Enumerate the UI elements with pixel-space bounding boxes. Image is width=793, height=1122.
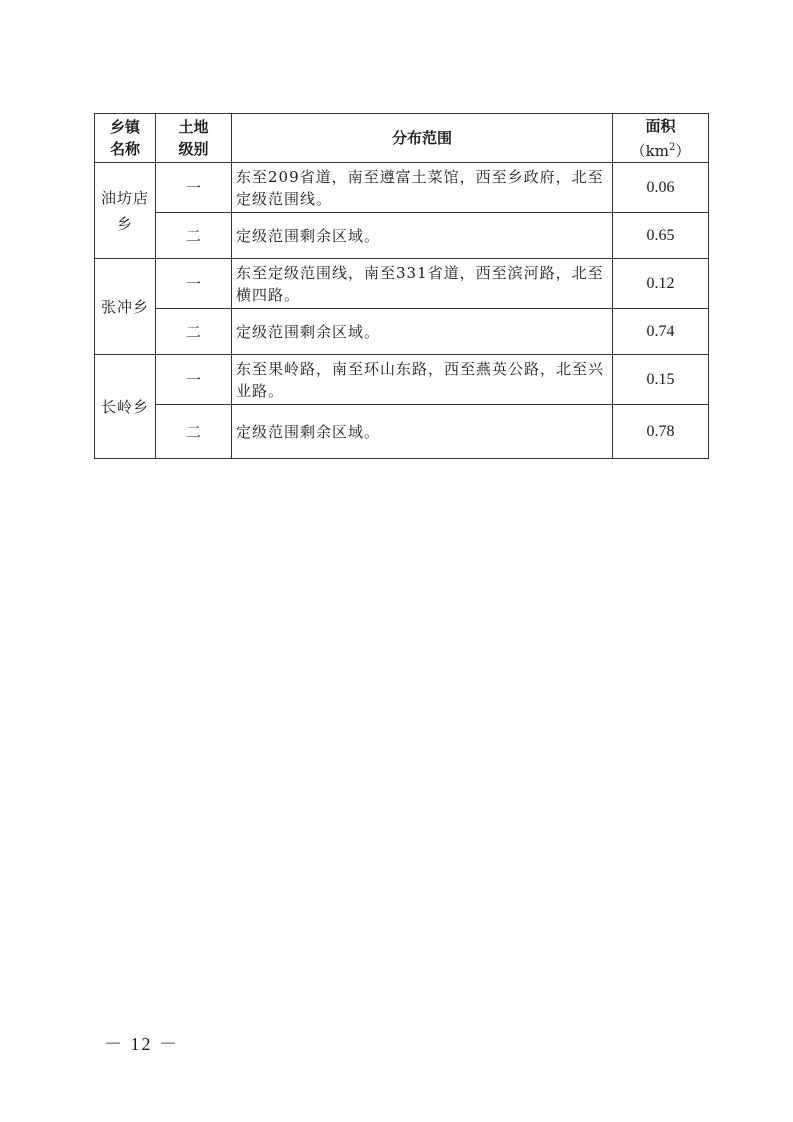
- table-row: [95, 259, 709, 309]
- table-header-row: [95, 114, 709, 163]
- town-cell: 张冲乡: [95, 259, 156, 355]
- header-grade: 土地级别: [156, 114, 232, 163]
- header-area: [613, 114, 709, 163]
- area-cell: 0.65: [613, 213, 709, 259]
- area-cell: 0.06: [613, 163, 709, 213]
- table-row: [95, 405, 709, 459]
- range-cell: 东至209省道，南至遵富土菜馆，西至乡政府，北至定级范围线。: [232, 163, 613, 213]
- area-cell: 0.12: [613, 259, 709, 309]
- grade-cell: 一: [156, 163, 232, 213]
- grade-cell: 一: [156, 259, 232, 309]
- grade-cell: 二: [156, 213, 232, 259]
- town-cell: 油坊店乡: [95, 163, 156, 259]
- table-row: [95, 309, 709, 355]
- town-cell: 长岭乡: [95, 355, 156, 459]
- grade-cell: 二: [156, 309, 232, 355]
- range-cell: 定级范围剩余区域。: [232, 405, 613, 459]
- header-town: 乡镇名称: [95, 114, 156, 163]
- grade-cell: 二: [156, 405, 232, 459]
- grade-cell: 一: [156, 355, 232, 405]
- page-number: － 12 －: [104, 1034, 179, 1054]
- range-cell: 定级范围剩余区域。: [232, 213, 613, 259]
- land-grade-table: [94, 113, 709, 459]
- range-cell: 定级范围剩余区域。: [232, 309, 613, 355]
- header-area-unit: $(km^2)$: [630, 141, 691, 160]
- range-cell: 东至定级范围线，南至331省道，西至滨河路，北至横四路。: [232, 259, 613, 309]
- table-row: [95, 213, 709, 259]
- table-row: [95, 163, 709, 213]
- range-cell: 东至果岭路，南至环山东路，西至燕英公路，北至兴业路。: [232, 355, 613, 405]
- area-cell: 0.15: [613, 355, 709, 405]
- header-range: 分布范围: [232, 114, 613, 163]
- area-cell: 0.78: [613, 405, 709, 459]
- header-area-label: 面积: [645, 116, 676, 135]
- area-cell: 0.74: [613, 309, 709, 355]
- table-row: [95, 355, 709, 405]
